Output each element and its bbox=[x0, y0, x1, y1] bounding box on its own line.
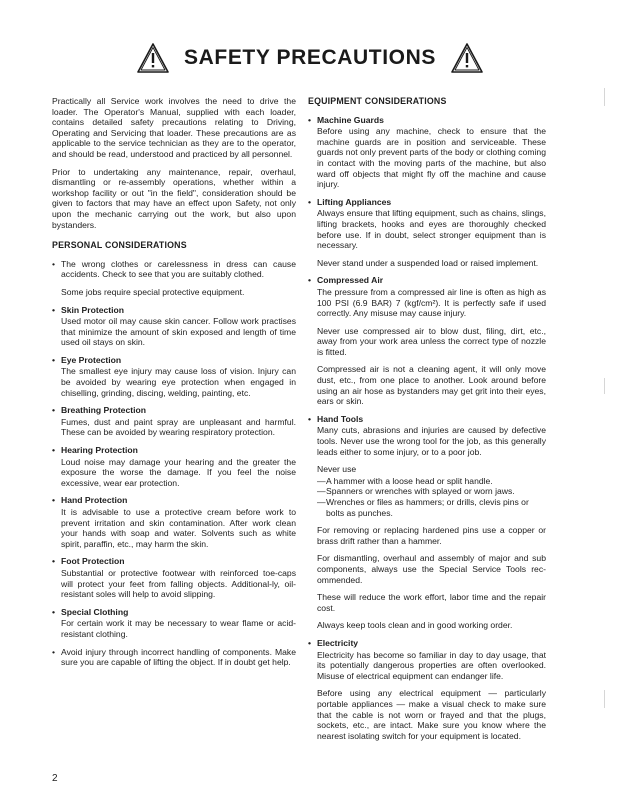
right-column bbox=[308, 96, 546, 748]
item-text: It is advisable to use a protective cream before work to prevent irritation and skin contamination. After work clean your hands with soap and water. Solvents such as white spirit, paraffin, etc., may harm the skin. bbox=[61, 507, 296, 549]
bullet-icon: • bbox=[52, 304, 56, 315]
item-text: The smallest eye injury may cause loss of vision. Injury can be avoided by wearing eye protection when engaged in chiselling, grinding, discing, welding, painting, etc. bbox=[61, 366, 296, 398]
item-title: Foot Protection bbox=[61, 556, 125, 567]
list-item bbox=[52, 495, 296, 549]
page-number: 2 bbox=[52, 773, 58, 784]
bullet-icon: • bbox=[308, 637, 312, 648]
list-item bbox=[52, 556, 296, 599]
item-text: Never stand under a suspended load or raised implement. bbox=[317, 257, 539, 268]
list-item: — Spanners or wrenches with splayed or worn jaws. bbox=[317, 486, 515, 497]
dash-list bbox=[308, 476, 546, 518]
bullet-icon: • bbox=[308, 114, 312, 125]
list-item bbox=[308, 414, 546, 631]
bullet-icon: • bbox=[308, 413, 312, 424]
item-title: Hand Protection bbox=[61, 495, 128, 506]
bullet-icon: • bbox=[52, 606, 56, 617]
bullet-icon: • bbox=[52, 354, 56, 365]
item-text: Substantial or protective footwear with reinforced toe-caps will protect your feet from falling objects. Additional-ly, oil-resistant soles will help to avoid slipping. bbox=[61, 567, 296, 600]
intro-paragraph: Prior to undertaking any maintenance, repair, overhaul, dismantling or re-assembly operations, whether within a workshop facility or out "in the field", consideration should be given to factors that may have an effect upon Safety, not only upon the mechanic carrying out the work, but also upon bystanders. bbox=[52, 166, 296, 230]
item-text: Compressed air is not a cleaning agent, it will only move dust, etc., from one place to another. Look around before using an air hose as bystanders may get grit into their eyes, ears or skin. bbox=[317, 364, 546, 407]
item-text: Used motor oil may cause skin cancer. Follow work practises that minimize the amount of skin exposed and length of time used oil stays on skin. bbox=[61, 316, 296, 348]
bullet-icon: • bbox=[52, 556, 56, 567]
item-text: Many cuts, abrasions and injuries are caused by defective tools. Never use the wrong tool for the job, as this generally leads either to some injury, or to a poor job. bbox=[317, 425, 546, 457]
item-text: Fumes, dust and paint spray are unpleasant and harmful. These can be avoided by wearing respiratory protection. bbox=[61, 416, 296, 438]
list-item bbox=[308, 638, 546, 741]
section-heading: EQUIPMENT CONSIDERATIONS bbox=[308, 96, 447, 106]
paragraph: Some jobs require special protective equipment. bbox=[61, 286, 245, 297]
list-item bbox=[52, 355, 296, 398]
item-title: Electricity bbox=[317, 637, 359, 648]
list-item bbox=[52, 445, 296, 488]
item-title: Special Clothing bbox=[61, 606, 129, 617]
list-item bbox=[308, 197, 546, 269]
item-text: Always keep tools clean and in good working order. bbox=[317, 620, 513, 631]
item-text: Always ensure that lifting equipment, such as chains, slings, lifting brackets, hooks and eyes are thoroughly checked before use. If in doubt, select stronger equipment than is necessary. bbox=[317, 208, 546, 251]
item-text: Before using any machine, check to ensure that the machine guards are in position and serviceable. These guards not only prevent parts of the body or clothing coming in contact with the moving parts of the machine, but also ward off objects that might fly off the machine and cause injury. bbox=[317, 126, 546, 190]
item-text: Electricity has become so familiar in day to day usage, that its potentially dangerous properties are often overlooked. Misuse of electrical equipment can endanger life. bbox=[317, 649, 546, 681]
item-text: For dismantling, overhaul and assembly of major and sub components, always use the Special Service Tools rec-ommended. bbox=[317, 553, 546, 585]
page-title: SAFETY PRECAUTIONS bbox=[184, 46, 436, 69]
item-title: Hearing Protection bbox=[61, 445, 138, 456]
item-text: For removing or replacing hardened pins use a copper or brass drift rather than a hammer. bbox=[317, 525, 546, 546]
item-title: Skin Protection bbox=[61, 304, 125, 315]
list-item bbox=[308, 275, 546, 407]
item-text: Before using any electrical equipment — particularly portable appliances — make a visual check to make sure that the cable is not worn or frayed and that the plugs, sockets, etc., are intact. Make sure you know where the nearest isolating switch for your equipment is located. bbox=[317, 688, 546, 741]
item-text: These will reduce the work effort, labor time and the repair cost. bbox=[317, 592, 546, 613]
bullet-icon: • bbox=[52, 495, 56, 506]
intro-paragraph: Practically all Service work involves the need to drive the loader. The Operator's Manual, supplied with each loader, contains detailed safety precautions relating to Driving, Operating and Servicing that loader. These precautions are as applicable to the service technician as they are to the operator, and should be read, understood and practiced by all personnel. bbox=[52, 96, 296, 159]
bullet-icon: • bbox=[52, 405, 56, 416]
item-title: Compressed Air bbox=[317, 275, 384, 286]
bullet-icon: • bbox=[52, 258, 56, 269]
item-title: Hand Tools bbox=[317, 413, 364, 424]
item-title: Breathing Protection bbox=[61, 405, 146, 416]
list-item: — A hammer with a loose head or split handle. bbox=[317, 475, 493, 486]
left-column bbox=[52, 96, 296, 675]
bullet-paragraph: • The wrong clothes or carelessness in dress can cause accidents. Check to see that you are suitably clothed. bbox=[52, 258, 296, 280]
section-heading: PERSONAL CONSIDERATIONS bbox=[52, 240, 187, 251]
list-item bbox=[52, 305, 296, 348]
item-text: The pressure from a compressed air line is often as high as 100 PSI (6.9 BAR) 7 (kgf/cm²). It is perfectly safe if used correctly. Any misuse may cause injury. bbox=[317, 286, 546, 319]
item-text: Loud noise may damage your hearing and the greater the exposure the worse the damage. If you feel the noise excessive, wear ear protection. bbox=[61, 456, 296, 488]
list-item bbox=[52, 607, 296, 640]
list-item: — Wrenches or files as hammers; or drills, clevis pins or bolts as punches. bbox=[317, 497, 529, 518]
warning-triangle-icon bbox=[136, 42, 170, 74]
item-text: For certain work it may be necessary to wear flame or acid-resistant clothing. bbox=[61, 618, 296, 639]
bullet-icon: • bbox=[52, 646, 56, 657]
item-title: Eye Protection bbox=[61, 354, 122, 365]
scan-edge-mark bbox=[604, 88, 605, 106]
item-title: Lifting Appliances bbox=[317, 196, 392, 207]
bullet-paragraph: • Avoid injury through incorrect handling of components. Make sure you are capable of lifting the object. If in doubt get help. bbox=[52, 646, 296, 668]
bullet-icon: • bbox=[308, 275, 312, 286]
scan-edge-mark bbox=[604, 690, 605, 708]
bullet-icon: • bbox=[308, 196, 312, 207]
warning-triangle-icon bbox=[450, 42, 484, 74]
list-item bbox=[52, 405, 296, 438]
item-text: Never use bbox=[317, 464, 357, 475]
page-header bbox=[0, 36, 620, 80]
item-title: Machine Guards bbox=[317, 114, 384, 125]
scan-edge-mark bbox=[604, 378, 605, 394]
item-text: Never use compressed air to blow dust, filing, dirt, etc., away from your work area unless the correct type of nozzle is fitted. bbox=[317, 325, 546, 357]
bullet-icon: • bbox=[52, 445, 56, 456]
list-item bbox=[308, 115, 546, 190]
